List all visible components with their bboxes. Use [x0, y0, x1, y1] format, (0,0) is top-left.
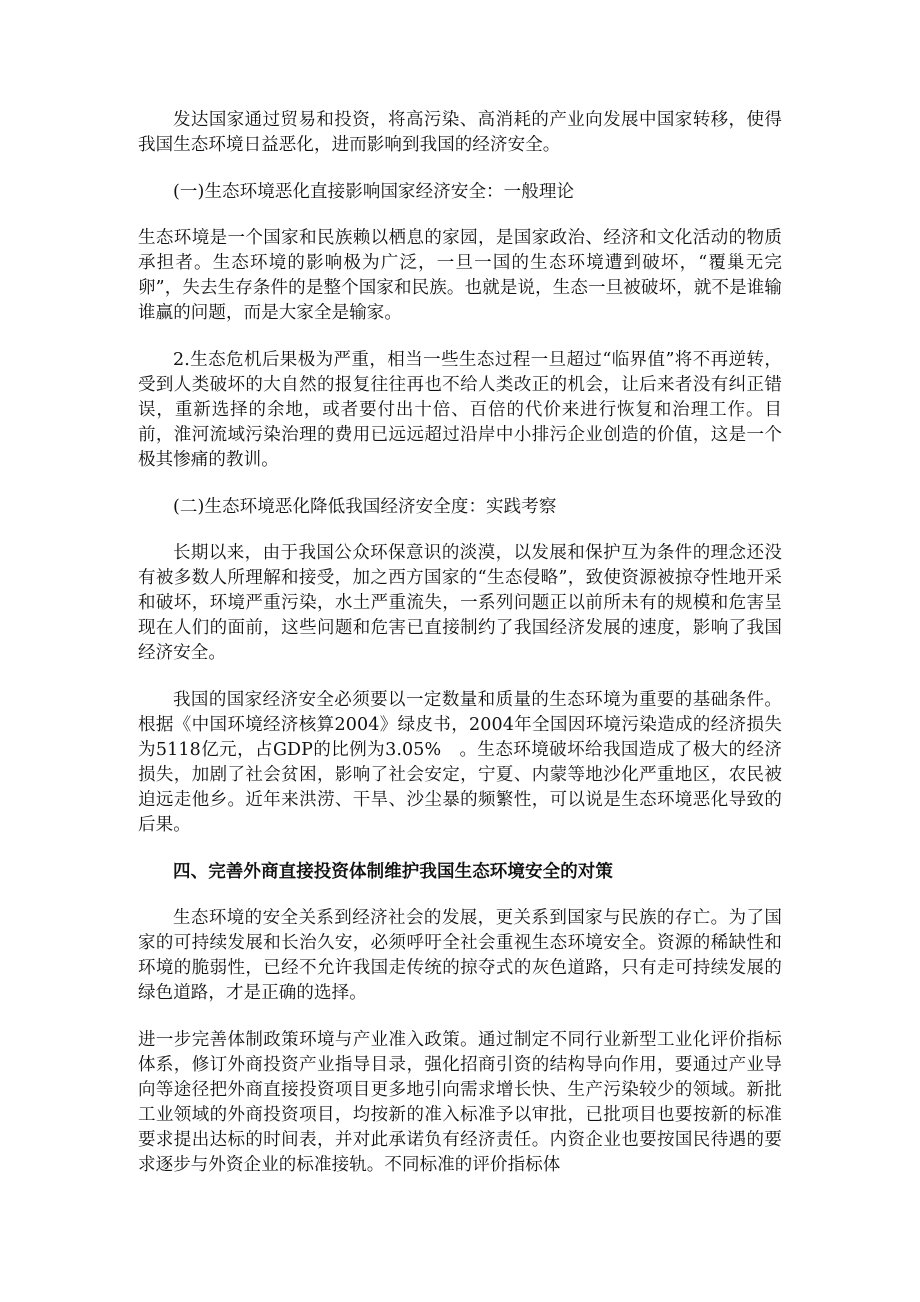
section-heading-general-theory: (一)生态环境恶化直接影响国家经济安全：一般理论 — [173, 182, 575, 202]
paragraph-sustainable-development: 生态环境的安全关系到经济社会的发展，更关系到国家与民族的存亡。为了国家的可持续发展和长治久安，必须呼吁全社会重视生态环境安全。资源的稀缺性和环境的脆弱性，已经不允许我国走传统的掠夺式的灰色道路，只有走可持续发展的绿色道路，才是正确的选择。 — [138, 908, 782, 1003]
paragraph-ecological-homeland: 生态环境是一个国家和民族赖以栖息的家园，是国家政治、经济和文化活动的物质承担者。生态环境的影响极为广泛，一旦一国的生态环境遭到破坏，“覆巢无完卵”，失去生存条件的是整个国家和民族。也就是说，生态一旦被破坏，就不是谁输谁赢的问题，而是大家全是输家。 — [138, 228, 782, 323]
paragraph-public-awareness: 长期以来，由于我国公众环保意识的淡漠，以发展和保护互为条件的理念还没有被多数人所理解和接受，加之西方国家的“生态侵略”，致使资源被掠夺性地开采和破坏，环境严重污染，水土严重流失，一系列问题正以前所未有的规模和危害呈现在人们的面前，这些问题和危害已直接制约了我国经济发展的速度，影响了我国经济安全。 — [138, 543, 782, 663]
paragraph-ecological-crisis: 2.生态危机后果极为严重，相当一些生态过程一旦超过“临界值”将不再逆转，受到人类破坏的大自然的报复往往再也不给人类改正的机会，让后来者没有纠正错误，重新选择的余地，或者要付出十倍、百倍的代价来进行恢复和治理工作。目前，淮河流域污染治理的费用已远远超过沿岸中小排污企业创造的价值，这是一个极其惨痛的教训。 — [138, 350, 782, 470]
paragraph-economic-loss: 我国的国家经济安全必须要以一定数量和质量的生态环境为重要的基础条件。根据《中国环境经济核算2004》绿皮书，2004年全国因环境污染造成的经济损失为5118亿元，占GDP的比例为3.05% 。生态环境破坏给我国造成了极大的经济损失，加剧了社会贫困，影响了社会安定，宁夏、内蒙等地沙化严重地区，农民被迫远走他乡。近年来洪涝、干旱、沙尘暴的频繁性，可以说是生态环境恶化导致的后果。 — [138, 690, 782, 835]
section-heading-practice: (二)生态环境恶化降低我国经济安全度：实践考察 — [173, 497, 557, 517]
paragraph-industry-transfer: 发达国家通过贸易和投资，将高污染、高消耗的产业向发展中国家转移，使得我国生态环境日益恶化，进而影响到我国的经济安全。 — [138, 110, 782, 155]
paragraph-industry-access-policy: 进一步完善体制政策环境与产业准入政策。通过制定不同行业新型工业化评价指标体系，修订外商投资产业指导目录，强化招商引资的结构导向作用，要通过产业导向等途径把外商直接投资项目更多地引向需求增长快、生产污染较少的领域。新批工业领域的外商投资项目，均按新的准入标准予以审批，已批项目也要按新的标准要求提出达标的时间表，并对此承诺负有经济责任。内资企业也要按国民待遇的要求逐步与外资企业的标准接轨。不同标准的评价指标体 — [138, 1030, 782, 1175]
section-heading-countermeasures: 四、完善外商直接投资体制维护我国生态环境安全的对策 — [173, 862, 613, 882]
document-page — [138, 108, 782, 1178]
